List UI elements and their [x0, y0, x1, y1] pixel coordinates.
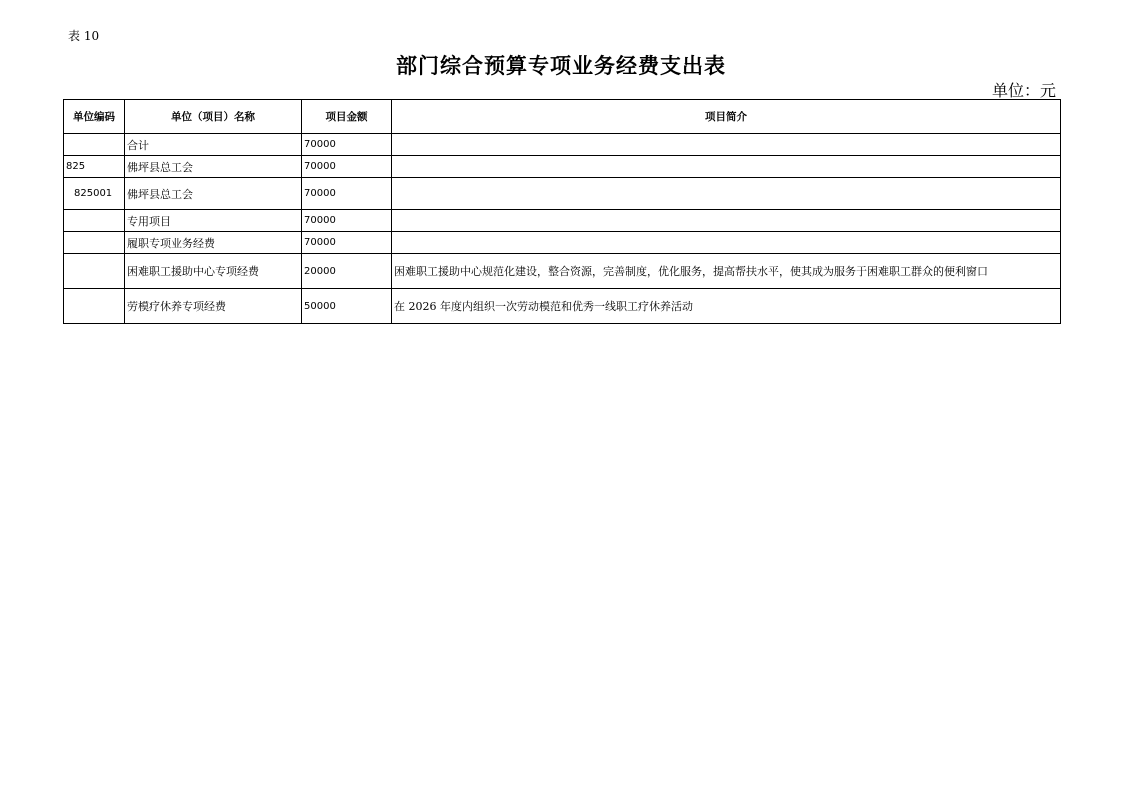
cell-description [392, 210, 1061, 232]
table-row [64, 134, 1061, 156]
cell-description: 困难职工援助中心规范化建设，整合资源，完善制度，优化服务，提高帮扶水平，使其成为服务于困难职工群众的便利窗口 [392, 254, 1061, 289]
table-row [64, 210, 1061, 232]
cell-code [64, 254, 125, 289]
cell-amount: 70000 [302, 210, 392, 232]
table-row [64, 289, 1061, 324]
cell-code: 825001 [64, 178, 125, 210]
cell-code: 825 [64, 156, 125, 178]
cell-description [392, 134, 1061, 156]
column-header-amount: 项目金额 [302, 100, 392, 134]
cell-description [392, 232, 1061, 254]
cell-name: 佛坪县总工会 [125, 178, 302, 210]
cell-amount: 70000 [302, 232, 392, 254]
cell-name: 困难职工援助中心专项经费 [125, 254, 302, 289]
column-header-code: 单位编码 [64, 100, 125, 134]
cell-description [392, 156, 1061, 178]
column-header-description: 项目简介 [392, 100, 1061, 134]
cell-amount: 70000 [302, 178, 392, 210]
document-title: 部门综合预算专项业务经费支出表 [396, 53, 726, 78]
cell-amount: 50000 [302, 289, 392, 324]
cell-code [64, 232, 125, 254]
cell-name: 劳模疗休养专项经费 [125, 289, 302, 324]
cell-code [64, 134, 125, 156]
cell-name: 合计 [125, 134, 302, 156]
table-row [64, 156, 1061, 178]
cell-amount: 70000 [302, 156, 392, 178]
cell-name: 履职专项业务经费 [125, 232, 302, 254]
cell-description: 在 2026 年度内组织一次劳动模范和优秀一线职工疗休养活动 [392, 289, 1061, 324]
table-header-row [64, 100, 1061, 134]
cell-code [64, 289, 125, 324]
unit-label: 单位：元 [991, 81, 1056, 100]
budget-table [63, 99, 1061, 324]
cell-code [64, 210, 125, 232]
table-row [64, 178, 1061, 210]
cell-description [392, 178, 1061, 210]
cell-amount: 70000 [302, 134, 392, 156]
table-row [64, 232, 1061, 254]
cell-name: 佛坪县总工会 [125, 156, 302, 178]
table-number: 表 10 [68, 29, 100, 43]
table-row [64, 254, 1061, 289]
cell-amount: 20000 [302, 254, 392, 289]
column-header-name: 单位（项目）名称 [125, 100, 302, 134]
cell-name: 专用项目 [125, 210, 302, 232]
